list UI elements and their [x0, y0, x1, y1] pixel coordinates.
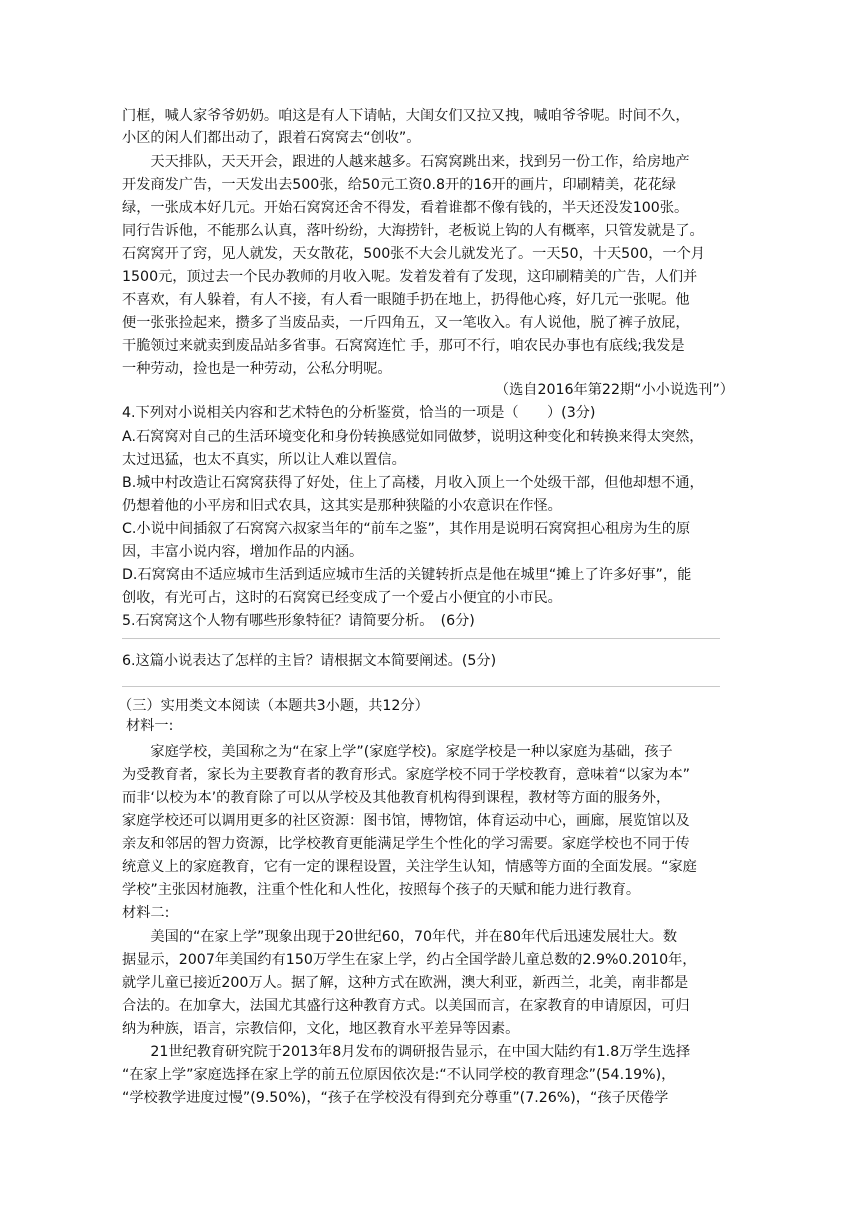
- material-1-line: 而非‘以校为本’的教育除了可以从学校及其他教育机构得到课程，教材等方面的服务外，: [122, 790, 671, 806]
- story-source: （选自2016年第22期“小小说选刊”）: [494, 382, 734, 398]
- story-line: 干脆领过来就卖到废品站多省事。石窝窝连忙 手，那可不行，咱农民办事也有底线;我发是: [122, 338, 685, 354]
- q4-option-line: B.城中村改造让石窝窝获得了好处，住上了高楼，月收入顶上一个处级干部，但他却想不通，: [122, 475, 704, 491]
- q4-option-line: 创收，有光可占，这时的石窝窝已经变成了一个爱占小便宜的小市民。: [122, 590, 562, 606]
- answer-line: [122, 686, 720, 687]
- story-line: 绿，一张成本好几元。开始石窝窝还舍不得发，看着谁都不像有钱的，半天还没发100张。: [122, 200, 689, 216]
- material-2-line: 合法的。在加拿大，法国尤其盛行这种教育方式。以美国而言，在家教育的申请原因，可归: [122, 998, 690, 1014]
- material-2-line: “学校教学进度过慢”(9.50%)，“孩子在学校没有得到充分尊重”(7.26%)，“孩子厌倦学: [122, 1090, 669, 1106]
- answer-line: [122, 638, 720, 639]
- q4-option-line: 仍想着他的小平房和旧式农具，这其实是那种狭隘的小农意识在作怪。: [122, 498, 562, 514]
- story-line: 天天排队，天天开会，跟进的人越来越多。石窝窝跳出来，找到另一份工作，给房地产: [122, 154, 690, 170]
- q4-option-line: D.石窝窝由不适应城市生活到适应城市生活的关键转折点是他在城里“摊上了许多好事”，能: [122, 567, 692, 583]
- story-line: 开发商发广告，一天发出去500张，给50元工资0.8开的16开的画片，印刷精美，花花绿: [122, 177, 676, 193]
- material-2-line: 据显示，2007年美国约有150万学生在家上学，约占全国学龄儿童总数的2.9%0.2010年，: [122, 952, 697, 968]
- material-2-line: 美国的“在家上学”现象出现于20世纪60，70年代，并在80年代后迅速发展壮大。数: [122, 929, 678, 945]
- material-2-line: 21世纪教育研究院于2013年8月发布的调研报告显示，在中国大陆约有1.8万学生选择: [122, 1044, 691, 1060]
- material-2-label: 材料二:: [122, 905, 170, 921]
- story-line: 石窝窝开了窍，见人就发，天女散花，500张不大会儿就发光了。一天50，十天500，一个月: [122, 246, 705, 262]
- story-line: 一种劳动，捡也是一种劳动，公私分明呢。: [122, 361, 392, 377]
- material-1-line: 家庭学校还可以调用更多的社区资源：图书馆，博物馆，体育运动中心，画廊，展览馆以及: [122, 813, 690, 829]
- story-line: 小区的闲人们都出动了，跟着石窝窝去“创收”。: [122, 130, 421, 146]
- material-2-line: 就学儿童已接近200万人。据了解，这种方式在欧洲，澳大利亚，新西兰，北美，南非都是: [122, 975, 689, 991]
- material-2-line: 纳为种族，语言，宗教信仰，文化，地区教育水平差异等因素。: [122, 1021, 520, 1037]
- material-1-line: 亲友和邻居的智力资源，比学校教育更能满足学生个性化的学习需要。家庭学校也不同于传: [122, 836, 690, 852]
- story-line: 便一张张捡起来，攒多了当废品卖，一斤四角五，又一笔收入。有人说他，脱了裤子放屁，: [122, 315, 690, 331]
- question-6: 6.这篇小说表达了怎样的主旨？请根据文本简要阐述。(5分): [122, 653, 497, 669]
- material-1-line: 学校”主张因材施教，注重个性化和人性化，按照每个孩子的天赋和能力进行教育。: [122, 882, 641, 898]
- section-heading: （三）实用类文本阅读（本题共3小题，共12分）: [118, 698, 429, 714]
- question-5: 5.石窝窝这个人物有哪些形象特征？请简要分析。 (6分): [122, 613, 475, 629]
- material-2-line: “在家上学”家庭选择在家上学的前五位原因依次是:“不认同学校的教育理念”(54.19%)，: [122, 1067, 676, 1083]
- material-1-label: 材料一:: [126, 718, 174, 734]
- q4-option-line: 因，丰富小说内容，增加作品的内涵。: [122, 544, 364, 560]
- story-line: 不喜欢，有人躲着，有人不接，有人看一眼随手扔在地上，扔得他心疼，好几元一张呢。他: [122, 292, 690, 308]
- q4-option-line: A.石窝窝对自己的生活环境变化和身份转换感觉如同做梦，说明这种变化和转换来得太突然，: [122, 429, 704, 445]
- story-line: 同行告诉他，不能那么认真，落叶纷纷，大海捞针，老板说上钩的人有概率，只管发就是了。: [122, 223, 704, 239]
- q4-option-line: C.小说中间插叙了石窝窝六叔家当年的“前车之鉴”，其作用是说明石窝窝担心租房为生的原: [122, 521, 691, 537]
- material-1-line: 统意义上的家庭教育，它有一定的课程设置，关注学生认知，情感等方面的全面发展。“家庭: [122, 859, 697, 875]
- question-4: 4.下列对小说相关内容和艺术特色的分析鉴赏，恰当的一项是（ ）(3分): [122, 405, 596, 421]
- material-1-line: 家庭学校，美国称之为“在家上学”(家庭学校)。家庭学校是一种以家庭为基础，孩子: [122, 744, 673, 760]
- q4-option-line: 太过迅猛，也太不真实，所以让人难以置信。: [122, 452, 406, 468]
- story-line: 门框，喊人家爷爷奶奶。咱这是有人下请帖，大闺女们又拉又拽，喊咱爷爷呢。时间不久，: [122, 108, 690, 124]
- material-1-line: 为受教育者，家长为主要教育者的教育形式。家庭学校不同于学校教育，意味着“以家为本”: [122, 767, 691, 783]
- story-line: 1500元，顶过去一个民办教师的月收入呢。发着发着有了发现，这印刷精美的广告，人们并: [122, 269, 698, 285]
